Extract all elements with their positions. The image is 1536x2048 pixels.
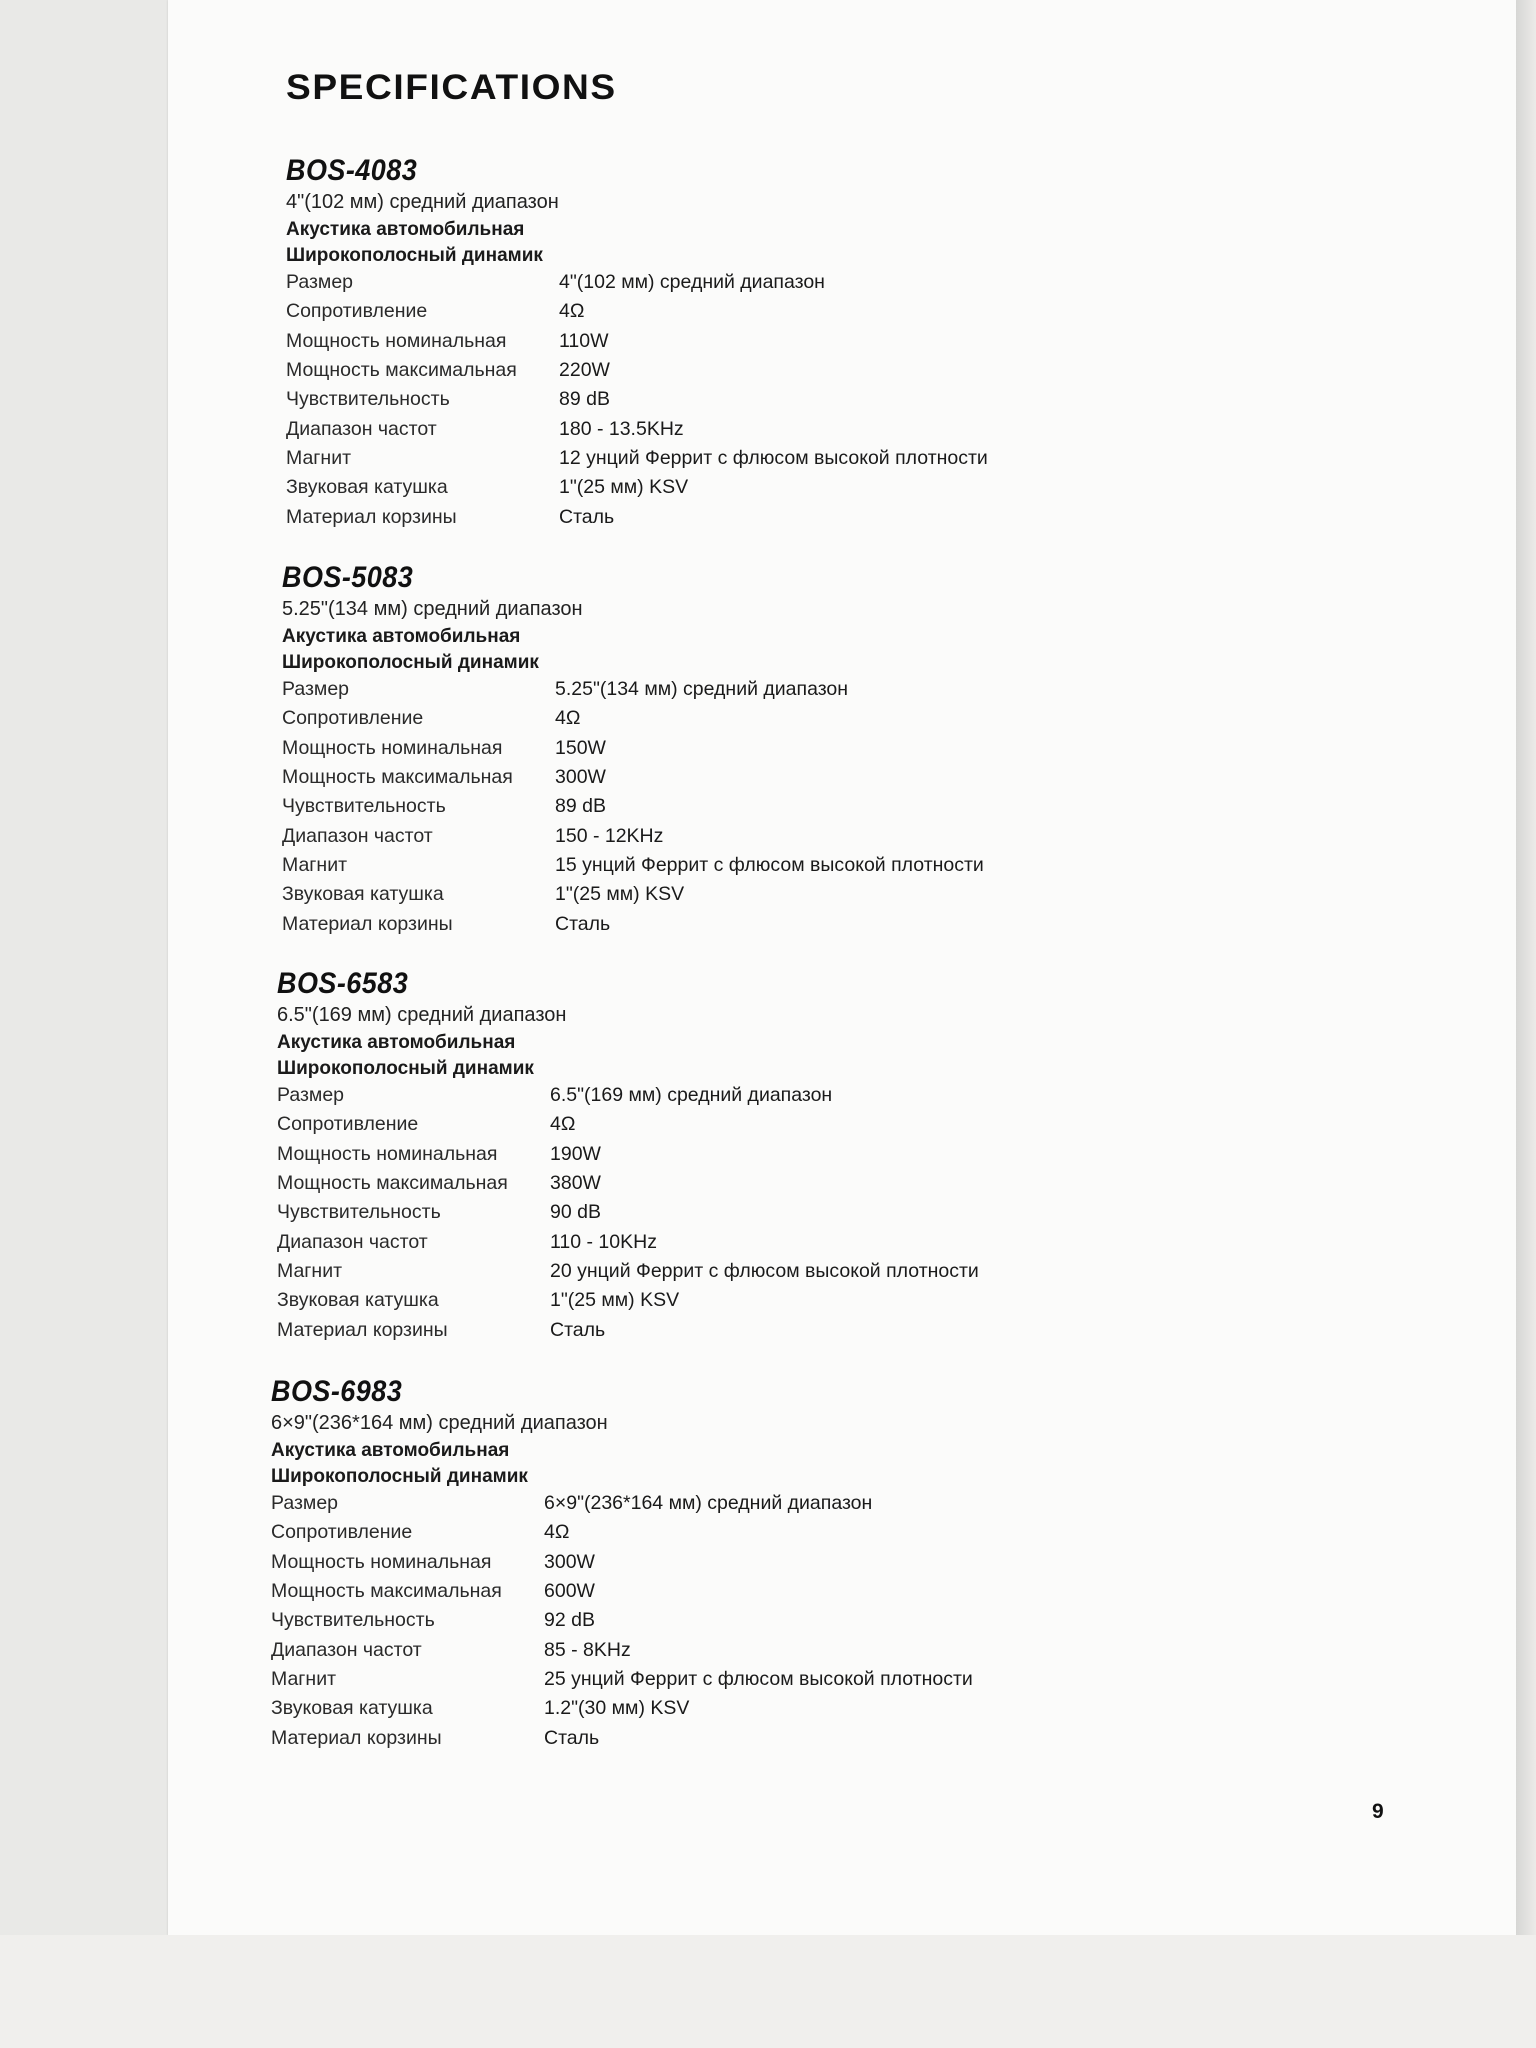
spec-label: Размер xyxy=(277,1084,345,1107)
spec-value: 4"(102 мм) средний диапазон xyxy=(559,271,825,294)
spec-row xyxy=(271,1723,973,1752)
spec-value: 110 - 10KHz xyxy=(550,1230,657,1253)
spec-label: Сопротивление xyxy=(277,1113,419,1136)
spec-value: 4Ω xyxy=(559,300,585,323)
spec-label: Сопротивление xyxy=(286,300,428,323)
spec-row xyxy=(286,414,988,443)
spec-label: Мощность максимальная xyxy=(271,1580,502,1603)
spec-label: Магнит xyxy=(282,853,348,876)
model-subtitle: 6.5"(169 мм) средний диапазон xyxy=(277,1004,567,1026)
spec-value: 190W xyxy=(550,1142,601,1165)
spec-table xyxy=(282,675,984,939)
model-type-line1: Акустика автомобильная xyxy=(271,1440,510,1461)
spec-row xyxy=(277,1140,979,1169)
model-type-line2: Широкополосный динамик xyxy=(277,1058,534,1079)
spec-row xyxy=(286,473,988,502)
spec-value: 1.2"(30 мм) KSV xyxy=(544,1697,690,1720)
spec-value: 6×9"(236*164 мм) средний диапазон xyxy=(544,1492,873,1515)
spec-value: Сталь xyxy=(559,505,615,528)
spec-row xyxy=(286,385,988,414)
spec-label: Сопротивление xyxy=(282,707,424,730)
spec-row xyxy=(282,675,984,704)
spec-row xyxy=(282,821,984,850)
spec-row xyxy=(282,763,984,792)
spec-value: 6.5"(169 мм) средний диапазон xyxy=(550,1084,833,1107)
spec-label: Магнит xyxy=(286,446,352,469)
spec-value: 380W xyxy=(550,1172,601,1195)
spec-label: Диапазон частот xyxy=(282,824,433,847)
spec-value: 150 - 12KHz xyxy=(555,824,664,847)
spec-value: 5.25"(134 мм) средний диапазон xyxy=(555,678,849,701)
spec-row xyxy=(271,1548,973,1577)
spec-label: Размер xyxy=(271,1492,339,1515)
spec-value: 89 dB xyxy=(555,795,606,818)
spec-label: Диапазон частот xyxy=(277,1230,428,1253)
spec-value: 4Ω xyxy=(555,707,581,730)
spec-value: 600W xyxy=(544,1580,595,1603)
spec-value: 300W xyxy=(555,766,606,789)
model-name: BOS-4083 xyxy=(286,154,418,187)
spec-row xyxy=(286,356,988,385)
spec-label: Материал корзины xyxy=(277,1318,448,1341)
spec-row xyxy=(271,1606,973,1635)
spec-row xyxy=(282,880,984,909)
spec-row xyxy=(286,268,988,297)
model-type-line2: Широкополосный динамик xyxy=(282,652,539,673)
spec-label: Мощность максимальная xyxy=(282,766,513,789)
spec-label: Звуковая катушка xyxy=(277,1289,439,1312)
spec-label: Чувствительность xyxy=(271,1609,435,1632)
spec-table xyxy=(286,268,988,532)
spec-label: Звуковая катушка xyxy=(271,1697,433,1720)
spec-label: Чувствительность xyxy=(286,388,450,411)
spec-row xyxy=(277,1315,979,1344)
spec-row xyxy=(277,1198,979,1227)
spec-row xyxy=(286,297,988,326)
spec-value: Сталь xyxy=(544,1726,600,1749)
background-surface xyxy=(0,1935,1536,2048)
spec-value: 85 - 8KHz xyxy=(544,1638,631,1661)
spec-row xyxy=(277,1286,979,1315)
spec-row xyxy=(277,1227,979,1256)
spec-row xyxy=(282,851,984,880)
spec-value: 1"(25 мм) KSV xyxy=(559,476,689,499)
spec-label: Чувствительность xyxy=(277,1201,441,1224)
spec-row xyxy=(286,327,988,356)
spec-row xyxy=(271,1635,973,1664)
spec-label: Мощность номинальная xyxy=(271,1550,492,1573)
spec-row xyxy=(271,1518,973,1547)
spec-value: 220W xyxy=(559,359,610,382)
spec-label: Магнит xyxy=(277,1259,343,1282)
spec-value: 180 - 13.5KHz xyxy=(559,417,684,440)
spec-row xyxy=(277,1110,979,1139)
spec-row xyxy=(271,1665,973,1694)
model-name: BOS-6983 xyxy=(271,1375,403,1408)
model-subtitle: 4"(102 мм) средний диапазон xyxy=(286,191,559,213)
spec-table xyxy=(271,1489,973,1753)
spec-row xyxy=(271,1577,973,1606)
model-section-bos-5083 xyxy=(282,560,984,939)
spec-row xyxy=(271,1489,973,1518)
spec-value: 89 dB xyxy=(559,388,610,411)
spec-value: 150W xyxy=(555,736,606,759)
spec-row xyxy=(277,1081,979,1110)
spec-value: 4Ω xyxy=(550,1113,576,1136)
model-section-bos-6983 xyxy=(271,1374,973,1753)
spec-label: Диапазон частот xyxy=(286,417,437,440)
spec-label: Чувствительность xyxy=(282,795,446,818)
spec-value: Сталь xyxy=(550,1318,606,1341)
spec-label: Размер xyxy=(286,271,354,294)
model-type-line1: Акустика автомобильная xyxy=(282,626,521,647)
spec-label: Материал корзины xyxy=(286,505,457,528)
spec-row xyxy=(282,909,984,938)
spec-table xyxy=(277,1081,979,1345)
spec-label: Магнит xyxy=(271,1667,337,1690)
spec-label: Материал корзины xyxy=(282,912,453,935)
spec-value: 1"(25 мм) KSV xyxy=(550,1289,680,1312)
spec-label: Диапазон частот xyxy=(271,1638,422,1661)
spec-row xyxy=(277,1169,979,1198)
spec-value: 20 унций Феррит с флюсом высокой плотности xyxy=(550,1259,979,1282)
page-edge xyxy=(1516,0,1536,2048)
spec-label: Материал корзины xyxy=(271,1726,442,1749)
spec-row xyxy=(282,734,984,763)
model-section-bos-4083 xyxy=(286,153,988,532)
spec-value: 12 унций Феррит с флюсом высокой плотности xyxy=(559,446,988,469)
spec-value: 25 унций Феррит с флюсом высокой плотности xyxy=(544,1667,973,1690)
spec-row xyxy=(286,444,988,473)
spec-label: Мощность номинальная xyxy=(286,329,507,352)
spec-row xyxy=(282,704,984,733)
spec-label: Мощность максимальная xyxy=(277,1172,508,1195)
spec-value: 1"(25 мм) KSV xyxy=(555,883,685,906)
model-type-line2: Широкополосный динамик xyxy=(271,1466,528,1487)
model-name: BOS-6583 xyxy=(277,967,409,1000)
spec-label: Мощность максимальная xyxy=(286,359,517,382)
spec-label: Звуковая катушка xyxy=(286,476,448,499)
model-subtitle: 6×9"(236*164 мм) средний диапазон xyxy=(271,1412,608,1434)
model-name: BOS-5083 xyxy=(282,561,414,594)
page-title: SPECIFICATIONS xyxy=(286,68,617,107)
model-type-line2: Широкополосный динамик xyxy=(286,245,543,266)
spec-value: 300W xyxy=(544,1550,595,1573)
spec-value: Сталь xyxy=(555,912,611,935)
spec-label: Мощность номинальная xyxy=(282,736,503,759)
spec-value: 92 dB xyxy=(544,1609,595,1632)
spec-row xyxy=(277,1257,979,1286)
spec-label: Размер xyxy=(282,678,350,701)
spec-row xyxy=(271,1694,973,1723)
spec-label: Звуковая катушка xyxy=(282,883,444,906)
page-number: 9 xyxy=(1372,1800,1384,1823)
model-type-line1: Акустика автомобильная xyxy=(277,1032,516,1053)
model-section-bos-6583 xyxy=(277,966,979,1345)
spec-value: 90 dB xyxy=(550,1201,601,1224)
spec-row xyxy=(286,502,988,531)
spec-value: 15 унций Феррит с флюсом высокой плотности xyxy=(555,853,984,876)
spec-row xyxy=(282,792,984,821)
spec-label: Сопротивление xyxy=(271,1521,413,1544)
spec-value: 110W xyxy=(559,329,609,352)
model-type-line1: Акустика автомобильная xyxy=(286,219,525,240)
spec-label: Мощность номинальная xyxy=(277,1142,498,1165)
spec-value: 4Ω xyxy=(544,1521,570,1544)
model-subtitle: 5.25"(134 мм) средний диапазон xyxy=(282,598,583,620)
